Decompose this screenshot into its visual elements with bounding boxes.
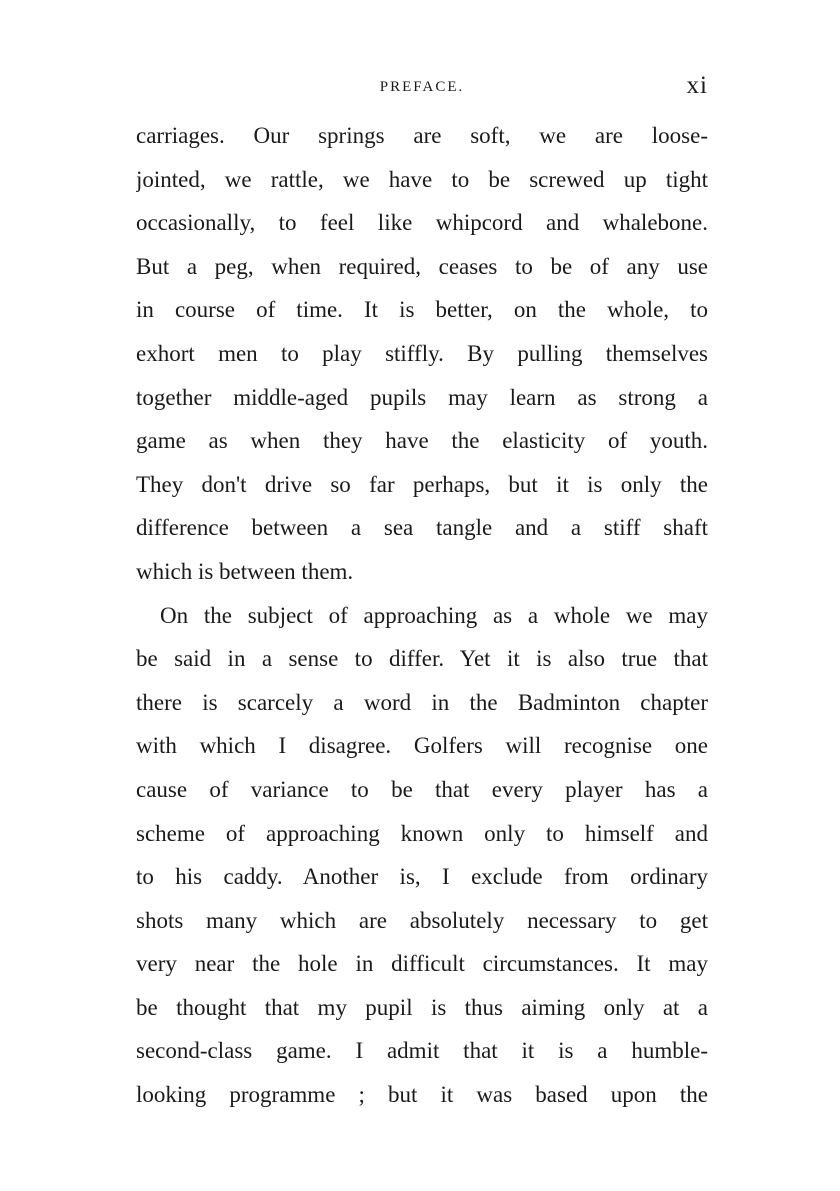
text-line: jointed, we rattle, we have to be screwed up tight (136, 166, 708, 192)
text-line: to his caddy. Another is, I exclude from ordinary (136, 864, 708, 890)
text-line: difference between a sea tangle and a stiff shaft (136, 515, 708, 541)
text-line: there is scarcely a word in the Badminton chapter (136, 689, 708, 715)
text-line: second-class game. I admit that it is a humble- (136, 1038, 708, 1064)
text-line: occasionally, to feel like whipcord and whalebone. (136, 210, 708, 236)
text-line: be said in a sense to differ. Yet it is also true that (136, 646, 708, 672)
text-line: together middle-aged pupils may learn as strong a (136, 384, 708, 410)
text-line: be thought that my pupil is thus aiming only at a (136, 994, 708, 1020)
text-line: game as when they have the elasticity of youth. (136, 428, 708, 454)
text-line: in course of time. It is better, on the whole, to (136, 297, 708, 323)
paragraph-last-line: which is between them. (136, 558, 354, 584)
page-number: xi (686, 72, 708, 99)
body-text (136, 114, 708, 1117)
text-line: exhort men to play stiffly. By pulling themselves (136, 340, 708, 366)
text-line: carriages. Our springs are soft, we are loose- (136, 123, 708, 148)
text-line: with which I disagree. Golfers will recognise one (136, 733, 708, 759)
running-title: PREFACE. (379, 79, 465, 95)
text-line: shots many which are absolutely necessary to get (136, 907, 708, 933)
running-head (136, 72, 708, 106)
text-line: They don't drive so far perhaps, but it is only the (136, 471, 708, 497)
text-line: very near the hole in difficult circumstances. It may (136, 951, 708, 977)
text-line: But a peg, when required, ceases to be of any use (136, 253, 708, 279)
text-line: looking programme ; but it was based upon the (136, 1082, 708, 1108)
text-line: cause of variance to be that every player has a (136, 776, 708, 802)
paragraph-first-line: On the subject of approaching as a whole we may (160, 602, 708, 628)
text-line: scheme of approaching known only to himself and (136, 820, 708, 846)
